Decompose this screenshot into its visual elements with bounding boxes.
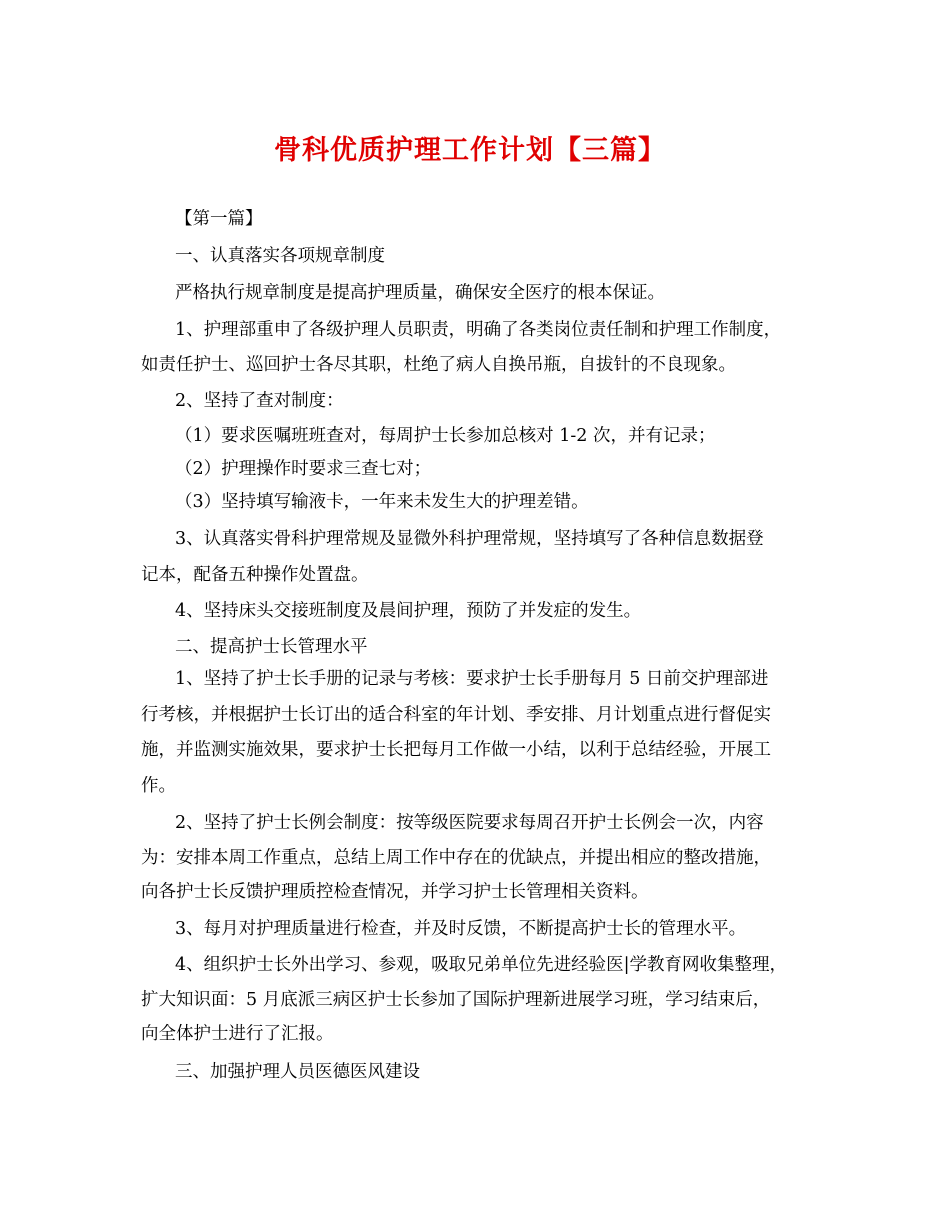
paragraph-line: 2、坚持了查对制度： <box>175 391 344 411</box>
paragraph-line: （2）护理操作时要求三查七对； <box>175 459 432 479</box>
paragraph-line: 向全体护士进行了汇报。 <box>141 1024 334 1044</box>
paragraph-line: 4、组织护士长外出学习、参观，吸取兄弟单位先进经验医|学教育网收集整理， <box>175 955 788 975</box>
paragraph-line: 作。 <box>141 776 176 796</box>
paragraph-line: 3、每月对护理质量进行检查，并及时反馈，不断提高护士长的管理水平。 <box>175 919 747 939</box>
subsection-heading: 一、认真落实各项规章制度 <box>175 246 385 266</box>
paragraph-line: 严格执行规章制度是提高护理质量，确保安全医疗的根本保证。 <box>175 283 665 303</box>
paragraph-line: 记本，配备五种操作处置盘。 <box>141 565 369 585</box>
paragraph-line: 为：安排本周工作重点，总结上周工作中存在的优缺点，并提出相应的整改措施， <box>141 848 771 868</box>
paragraph-line: 1、护理部重申了各级护理人员职责，明确了各类岗位责任制和护理工作制度， <box>175 320 782 340</box>
paragraph-line: （1）要求医嘱班班查对，每周护士长参加总核对 1-2 次，并有记录； <box>175 426 716 446</box>
paragraph-line: 行考核，并根据护士长订出的适合科室的年计划、季安排、月计划重点进行督促实 <box>141 705 771 725</box>
document-title: 骨科优质护理工作计划【三篇】 <box>274 135 666 166</box>
subsection-heading: 二、提高护士长管理水平 <box>175 637 368 657</box>
paragraph-line: 如责任护士、巡回护士各尽其职，杜绝了病人自换吊瓶，自拔针的不良现象。 <box>141 355 736 375</box>
subsection-heading: 三、加强护理人员医德医风建设 <box>175 1062 420 1082</box>
paragraph-line: 向各护士长反馈护理质控检查情况，并学习护士长管理相关资料。 <box>141 882 649 902</box>
paragraph-line: 3、认真落实骨科护理常规及显微外科护理常规，坚持填写了各种信息数据登 <box>175 529 764 549</box>
paragraph-line: 4、坚持床头交接班制度及晨间护理，预防了并发症的发生。 <box>175 601 642 621</box>
paragraph-line: 1、坚持了护士长手册的记录与考核：要求护士长手册每月 5 日前交护理部进 <box>175 669 769 689</box>
section-heading: 【第一篇】 <box>175 209 263 229</box>
paragraph-line: 扩大知识面：5 月底派三病区护士长参加了国际护理新进展学习班，学习结束后， <box>141 990 771 1010</box>
paragraph-line: （3）坚持填写输液卡，一年来未发生大的护理差错。 <box>175 492 589 512</box>
paragraph-line: 2、坚持了护士长例会制度：按等级医院要求每周召开护士长例会一次，内容 <box>175 813 764 833</box>
paragraph-line: 施，并监测实施效果，要求护士长把每月工作做一小结，以利于总结经验，开展工 <box>141 740 771 760</box>
